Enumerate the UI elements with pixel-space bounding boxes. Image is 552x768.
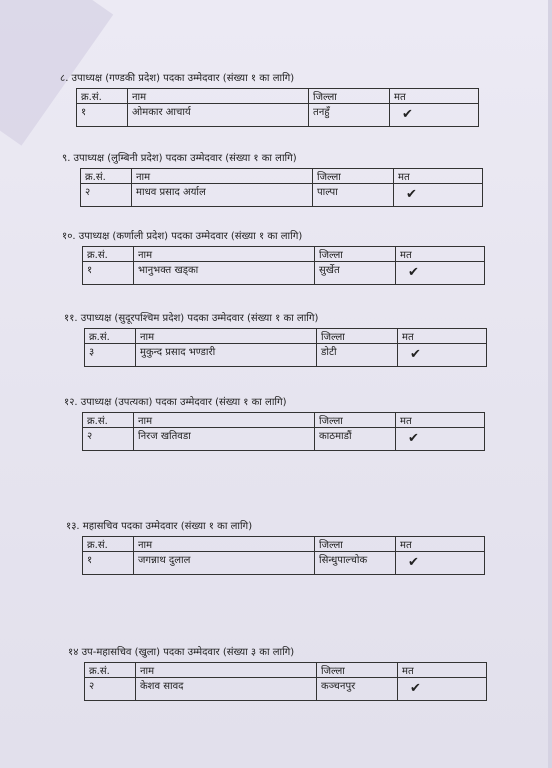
section-title: १३. महासचिव पदका उम्मेदवार (संख्या १ का लागि) [66, 521, 253, 532]
vote-cell[interactable] [398, 678, 487, 701]
candidate-name: केशव सावद [136, 678, 317, 701]
header-name: नाम [136, 663, 317, 678]
ballot-section-12 [64, 394, 485, 451]
header-vote: मत [390, 89, 479, 104]
header-vote: मत [398, 329, 487, 344]
checkmark-icon: ✔ [410, 347, 421, 362]
candidate-district: सुर्खेत [315, 262, 396, 285]
section-title: ९. उपाध्यक्ष (लुम्बिनी प्रदेश) पदका उम्मेदवार (संख्या १ का लागि) [62, 153, 297, 164]
header-sn: क्र.सं. [85, 663, 136, 678]
candidate-table [82, 536, 485, 575]
table-row [81, 184, 483, 207]
section-title: १२. उपाध्यक्ष (उपत्यका) पदका उम्मेदवार (संख्या १ का लागि) [64, 397, 287, 408]
candidate-name: निरज खतिवडा [134, 428, 315, 451]
candidate-sn: २ [81, 184, 132, 207]
candidate-sn: १ [83, 552, 134, 575]
header-vote: मत [396, 247, 485, 262]
candidate-sn: १ [77, 104, 128, 127]
candidate-district: डोटी [317, 344, 398, 367]
checkmark-icon: ✔ [406, 187, 417, 202]
candidate-sn: ३ [85, 344, 136, 367]
candidate-name: माधव प्रसाद अर्याल [132, 184, 313, 207]
candidate-table [80, 168, 483, 207]
candidate-name: भानुभक्त खड्का [134, 262, 315, 285]
candidate-sn: १ [83, 262, 134, 285]
page-edge [548, 0, 552, 768]
table-row [85, 344, 487, 367]
section-title: १०. उपाध्यक्ष (कर्णाली प्रदेश) पदका उम्मेदवार (संख्या १ का लागि) [62, 231, 303, 242]
header-vote: मत [398, 663, 487, 678]
header-name: नाम [128, 89, 309, 104]
candidate-table [84, 328, 487, 367]
checkmark-icon: ✔ [408, 555, 419, 570]
vote-cell[interactable] [394, 184, 483, 207]
candidate-district: काठमाडौं [315, 428, 396, 451]
header-vote: मत [396, 537, 485, 552]
vote-cell[interactable] [390, 104, 479, 127]
candidate-district: तनहुँ [309, 104, 390, 127]
checkmark-icon: ✔ [408, 431, 419, 446]
candidate-table [82, 246, 485, 285]
table-row [83, 262, 485, 285]
ballot-section-10 [62, 228, 485, 285]
header-district: जिल्ला [315, 537, 396, 552]
ballot-section-9 [62, 150, 483, 207]
candidate-district: पाल्पा [313, 184, 394, 207]
candidate-sn: २ [85, 678, 136, 701]
checkmark-icon: ✔ [402, 107, 413, 122]
header-sn: क्र.सं. [83, 537, 134, 552]
table-row [85, 678, 487, 701]
header-name: नाम [136, 329, 317, 344]
ballot-section-13 [66, 518, 485, 575]
table-row [83, 552, 485, 575]
header-district: जिल्ला [313, 169, 394, 184]
candidate-district: सिन्धुपाल्चोक [315, 552, 396, 575]
candidate-table [82, 412, 485, 451]
section-title: ८. उपाध्यक्ष (गण्डकी प्रदेश) पदका उम्मेदवार (संख्या १ का लागि) [60, 73, 295, 84]
vote-cell[interactable] [398, 344, 487, 367]
vote-cell[interactable] [396, 552, 485, 575]
candidate-name: जगन्नाथ दुलाल [134, 552, 315, 575]
header-name: नाम [132, 169, 313, 184]
header-vote: मत [396, 413, 485, 428]
header-sn: क्र.सं. [81, 169, 132, 184]
header-sn: क्र.सं. [83, 247, 134, 262]
section-title: १४ उप-महासचिव (खुला) पदका उम्मेदवार (संख्या ३ का लागि) [68, 647, 295, 658]
vote-cell[interactable] [396, 262, 485, 285]
header-sn: क्र.सं. [85, 329, 136, 344]
header-district: जिल्ला [309, 89, 390, 104]
header-name: नाम [134, 247, 315, 262]
ballot-section-11 [64, 310, 487, 367]
header-district: जिल्ला [317, 329, 398, 344]
header-vote: मत [394, 169, 483, 184]
ballot-section-14 [68, 644, 487, 701]
header-sn: क्र.सं. [83, 413, 134, 428]
candidate-name: ओमकार आचार्य [128, 104, 309, 127]
candidate-sn: २ [83, 428, 134, 451]
header-name: नाम [134, 413, 315, 428]
header-district: जिल्ला [315, 413, 396, 428]
candidate-table [84, 662, 487, 701]
header-sn: क्र.सं. [77, 89, 128, 104]
ballot-section-8 [60, 70, 479, 127]
checkmark-icon: ✔ [410, 681, 421, 696]
candidate-table [76, 88, 479, 127]
vote-cell[interactable] [396, 428, 485, 451]
header-district: जिल्ला [315, 247, 396, 262]
candidate-district: कञ्चनपुर [317, 678, 398, 701]
header-district: जिल्ला [317, 663, 398, 678]
table-row [83, 428, 485, 451]
checkmark-icon: ✔ [408, 265, 419, 280]
candidate-name: मुकुन्द प्रसाद भण्डारी [136, 344, 317, 367]
header-name: नाम [134, 537, 315, 552]
section-title: ११. उपाध्यक्ष (सुदूरपश्चिम प्रदेश) पदका उम्मेदवार (संख्या १ का लागि) [64, 313, 319, 324]
table-row [77, 104, 479, 127]
